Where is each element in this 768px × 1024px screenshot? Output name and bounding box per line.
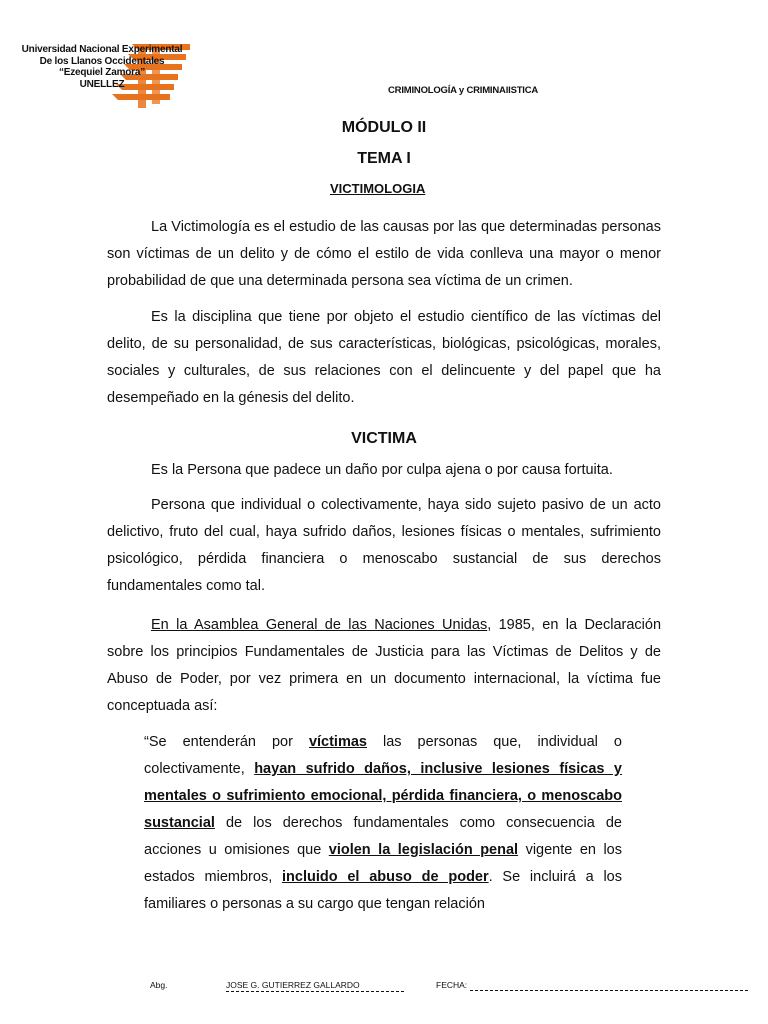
paragraph-un-declaration xyxy=(107,612,661,720)
topic-title: TEMA I xyxy=(357,150,411,167)
quote-text: vigente en los estados miembros, xyxy=(144,842,622,885)
paragraph-discipline xyxy=(107,304,661,412)
institution-block xyxy=(20,44,184,90)
section-heading: VICTIMA xyxy=(351,430,417,447)
footer-date-label: FECHA: xyxy=(436,980,468,990)
module-title: MÓDULO II xyxy=(341,119,427,136)
footer-author: JOSE G. GUTIERREZ GALLARDO xyxy=(226,980,404,992)
quote-emphasis: violen la legislación penal xyxy=(328,842,519,858)
paragraph-text: Persona que individual o colectivamente, haya sido sujeto pasivo de un acto delictivo, fruto del cual, haya sufrido daños, lesiones físicas o mentales, sufrimiento psicológico, pérdida financiera o menoscabo sustancial de sus derechos fundamentales como tal. xyxy=(107,497,661,594)
quote-emphasis: hayan sufrido daños, inclusive lesiones físicas y mentales o sufrimiento emocional, pérdida financiera, o menoscabo sustancial xyxy=(144,761,622,831)
paragraph-text: Es la disciplina que tiene por objeto el estudio científico de las víctimas del delito, de su personalidad, de sus características, biológicas, psicológicas, morales, sociales y culturales, de sus relaciones con el delincuente y del papel que ha desempeñado en la génesis del delito. xyxy=(107,309,661,406)
block-quote xyxy=(144,729,622,918)
institution-line: UNELLEZ xyxy=(79,78,125,90)
paragraph-definition xyxy=(107,214,661,295)
paragraph-text: La Victimología es el estudio de las causas por las que determinadas personas son víctimas de un delito y de cómo el estilo de vida conlleva una mayor o menor probabilidad de que una determinada persona sea víctima de un crimen. xyxy=(107,219,661,289)
course-title: CRIMINOLOGÍA y CRIMINAlISTICA xyxy=(388,85,539,96)
paragraph-text: Es la Persona que padece un daño por culpa ajena o por causa fortuita. xyxy=(151,462,613,478)
paragraph-person xyxy=(107,457,661,484)
quote-text: de los derechos fundamentales como consecuencia de acciones u omisiones que xyxy=(144,815,622,858)
un-assembly-link[interactable]: En la Asamblea General de las Naciones Unidas xyxy=(151,617,488,633)
paragraph-passive-subject xyxy=(107,492,661,600)
quote-text: . Se incluirá a los familiares o personas a su cargo que tengan relación xyxy=(144,869,622,912)
footer-date-line xyxy=(470,990,748,991)
footer-abg-label: Abg. xyxy=(150,980,168,990)
institution-line: “Ezequiel Zamora” xyxy=(58,67,146,78)
paragraph-text: , 1985, en la Declaración sobre los principios Fundamentales de Justicia para las Víctimas de Delitos y de Abuso de Poder, por vez primera en un documento internacional, la víctima fue conceptuada así: xyxy=(107,617,662,714)
quote-emphasis: víctimas xyxy=(308,734,367,750)
subject-heading: VICTIMOLOGIA xyxy=(330,181,426,196)
quote-text: las personas que, individual o colectivamente, xyxy=(144,734,622,777)
quote-text: “Se entenderán por xyxy=(144,734,309,750)
institution-line: De los Llanos Occidentales xyxy=(39,55,165,67)
quote-emphasis: incluido el abuso de poder xyxy=(282,869,489,885)
institution-line: Universidad Nacional Experimental xyxy=(21,44,183,55)
